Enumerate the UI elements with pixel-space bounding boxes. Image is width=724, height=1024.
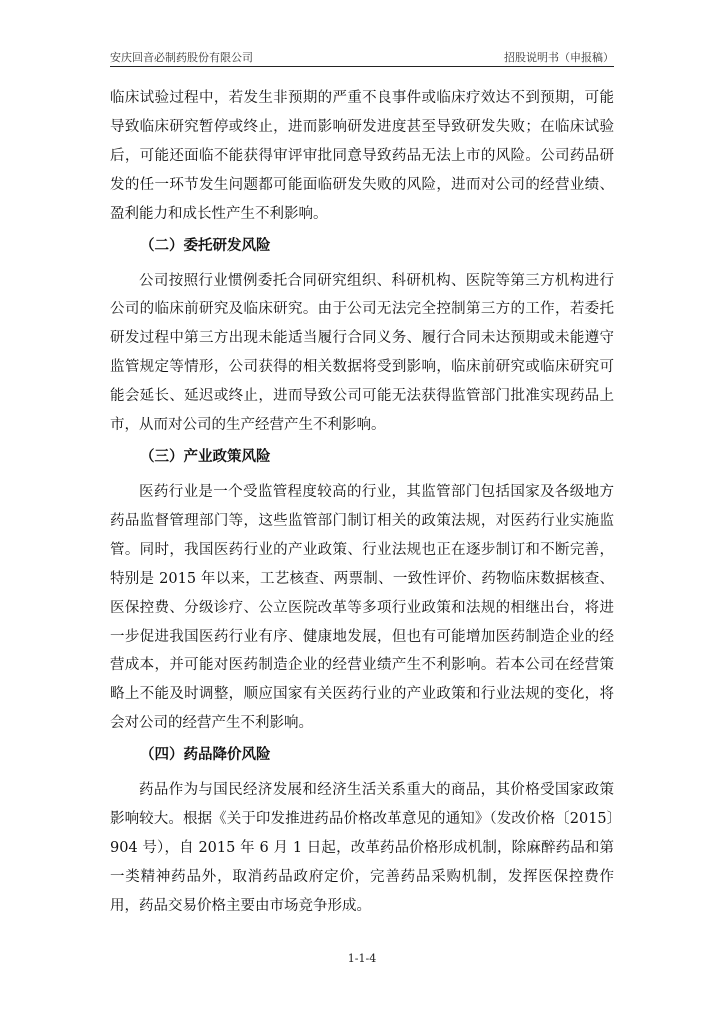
paragraph-entrusted-rd-risk: 公司按照行业惯例委托合同研究组织、科研机构、医院等第三方机构进行公司的临床前研究及临床研究。由于公司无法完全控制第三方的工作，若委托研发过程中第三方出现未能适当履行合同义务、履行合同未达预期或未能遵守监管规定等情形，公司获得的相关数据将受到影响，临床前研究或临床研究可能会延长、延迟或终止，进而导致公司可能无法获得监管部门批准实现药品上市，从而对公司的生产经营产生不利影响。 [110,272,614,434]
section-heading-entrusted-rd-risk: （二）委托研发风险 [140,237,271,254]
paragraph-drug-price-reduction-risk: 药品作为与国民经济发展和经济生活关系重大的商品，其价格受国家政策影响较大。根据《关于印发推进药品价格改革意见的通知》（发改价格〔2015〕904 号），自 2015 年 6 月 1 日起，改革药品价格形成机制，除麻醉药品和第一类精神药品外，取消药品政府定价，完善药品采购机制，发挥医保控费作用，药品交易价格主要由市场竞争形成。 [110,782,614,914]
header-document-type: 招股说明书（申报稿） [504,51,614,64]
document-body [110,84,614,927]
section-heading-drug-price-reduction-risk: （四）药品降价风险 [140,747,271,764]
header-company-name: 安庆回音必制药股份有限公司 [110,51,253,64]
paragraph-clinical-trial-continuation: 临床试验过程中，若发生非预期的严重不良事件或临床疗效达不到预期，可能导致临床研究暂停或终止，进而影响研发进度甚至导致研发失败；在临床试验后，可能还面临不能获得审评审批同意导致药品无法上市的风险。公司药品研发的任一环节发生问题都可能面临研发失败的风险，进而对公司的经营业绩、盈利能力和成长性产生不利影响。 [110,90,614,222]
paragraph-industry-policy-risk: 医药行业是一个受监管程度较高的行业，其监管部门包括国家及各级地方药品监督管理部门等，这些监管部门制订相关的政策法规，对医药行业实施监管。同时，我国医药行业的产业政策、行业法规也正在逐步制订和不断完善，特别是 2015 年以来，工艺核查、两票制、一致性评价、药物临床数据核查、医保控费、分级诊疗、公立医院改革等多项行业政策和法规的相继出台，将进一步促进我国医药行业有序、健康地发展，但也有可能增加医药制造企业的经营成本，并可能对医药制造企业的经营业绩产生不利影响。若本公司在经营策略上不能及时调整，顺应国家有关医药行业的产业政策和行业法规的变化，将会对公司的经营产生不利影响。 [110,483,614,732]
page-number: 1-1-4 [347,952,377,965]
section-heading-industry-policy-risk: （三）产业政策风险 [140,448,271,465]
page-header [110,46,614,67]
